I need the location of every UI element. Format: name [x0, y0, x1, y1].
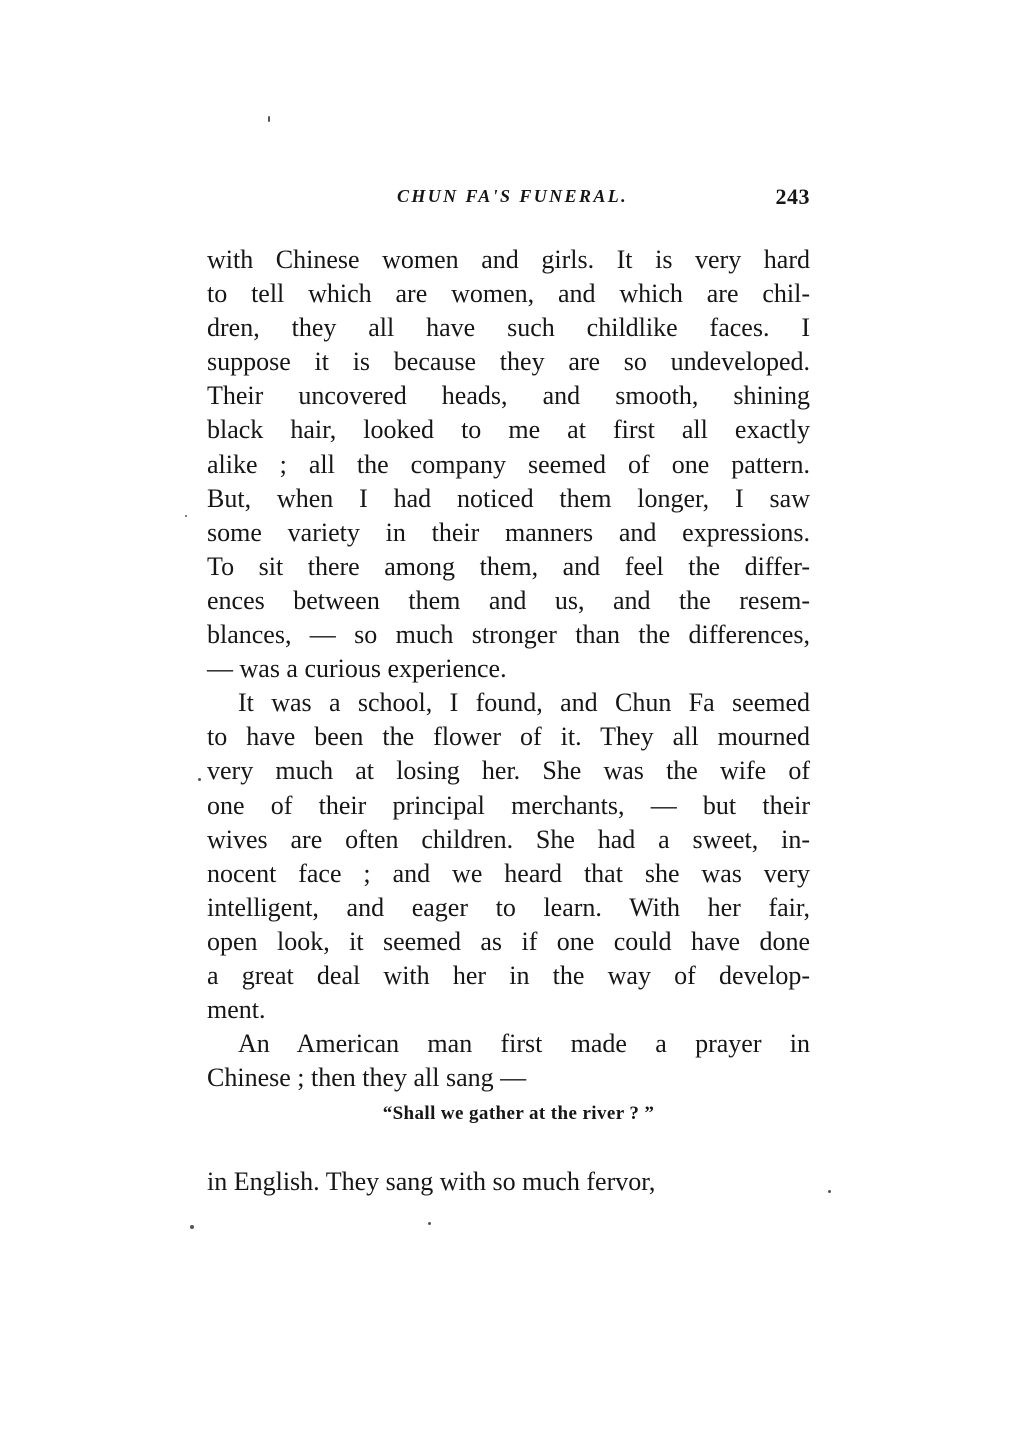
text-line: some variety in their manners and expressions.	[207, 517, 810, 547]
scan-speck	[185, 515, 187, 517]
text-line: To sit there among them, and feel the differ-	[207, 551, 810, 581]
text-line: But, when I had noticed them longer, I saw	[207, 483, 810, 513]
scan-speck	[828, 1190, 831, 1193]
text-line: nocent face ; and we heard that she was very	[207, 858, 810, 888]
text-line: ment.	[207, 995, 266, 1025]
text-line: An American man first made a prayer in	[238, 1029, 810, 1059]
text-line: dren, they all have such childlike faces. I	[207, 313, 810, 343]
scan-speck	[190, 1225, 194, 1229]
paragraph-1	[207, 243, 810, 686]
text-line: a great deal with her in the way of develop-	[207, 960, 810, 990]
text-line: open look, it seemed as if one could have done	[207, 926, 810, 956]
paragraph-2	[207, 686, 810, 1027]
scan-speck	[198, 778, 201, 781]
text-line: ences between them and us, and the resem-	[207, 585, 810, 615]
text-line: black hair, looked to me at first all exactly	[207, 415, 810, 445]
page-number: 243	[775, 184, 810, 209]
text-line: blances, — so much stronger than the differences,	[207, 620, 810, 650]
scan-speck	[268, 116, 270, 122]
text-line: to have been the flower of it. They all mourned	[207, 722, 810, 752]
scan-speck	[428, 1222, 431, 1225]
body-text	[207, 243, 810, 1199]
running-head	[207, 186, 810, 216]
text-line: Their uncovered heads, and smooth, shining	[207, 381, 810, 411]
text-line: in English. They sang with so much fervor,	[207, 1167, 656, 1197]
text-line: It was a school, I found, and Chun Fa seemed	[238, 688, 810, 718]
text-line: suppose it is because they are so undeveloped.	[207, 347, 810, 377]
text-line: very much at losing her. She was the wife of	[207, 756, 810, 786]
text-line: intelligent, and eager to learn. With her fair,	[207, 892, 810, 922]
text-line: with Chinese women and girls. It is very hard	[207, 245, 810, 274]
paragraph-4	[207, 1165, 810, 1199]
text-line: — was a curious experience.	[207, 654, 507, 684]
text-line: one of their principal merchants, — but their	[207, 790, 810, 820]
text-line: to tell which are women, and which are chil-	[207, 279, 810, 309]
text-line: Chinese ; then they all sang —	[207, 1063, 527, 1093]
text-line: alike ; all the company seemed of one pattern.	[207, 449, 810, 479]
paragraph-3	[207, 1027, 810, 1095]
text-line: wives are often children. She had a sweet, in-	[207, 824, 810, 854]
running-title: CHUN FA'S FUNERAL.	[396, 186, 629, 206]
hymn-quote: “Shall we gather at the river ? ”	[382, 1103, 655, 1125]
